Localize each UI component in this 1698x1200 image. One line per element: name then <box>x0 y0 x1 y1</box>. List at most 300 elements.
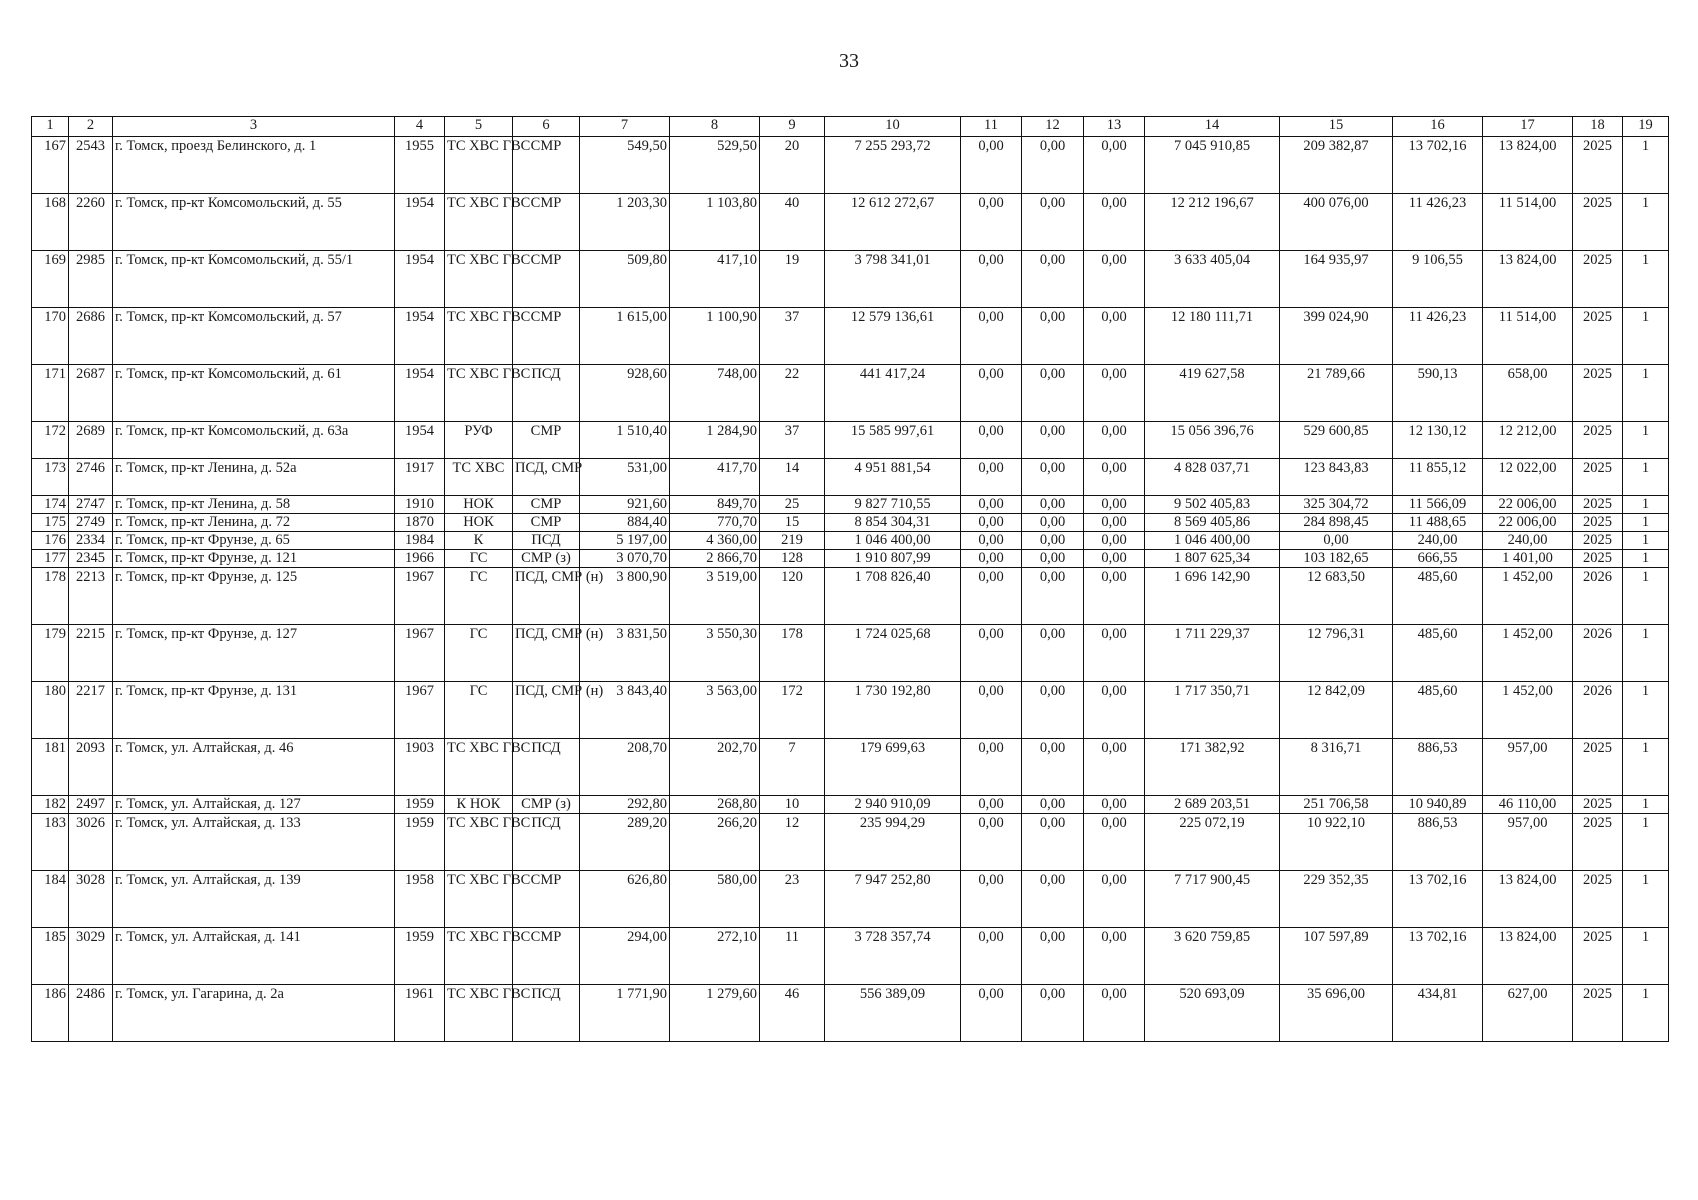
address-cell: г. Томск, пр-кт Ленина, д. 52а <box>113 459 395 496</box>
cost-col-15-cell: 35 696,00 <box>1280 985 1393 1042</box>
cell-19-cell: 1 <box>1623 365 1669 422</box>
total-area-cell: 294,00 <box>580 928 670 985</box>
address-cell: г. Томск, ул. Алтайская, д. 127 <box>113 796 395 814</box>
row-number-cell: 176 <box>32 532 69 550</box>
total-cost-cell: 9 827 710,55 <box>825 496 961 514</box>
cell-13-cell: 0,00 <box>1084 365 1145 422</box>
page-number: 33 <box>839 50 859 72</box>
cell-13-cell: 0,00 <box>1084 739 1145 796</box>
max-unit-cost-cell: 627,00 <box>1483 985 1573 1042</box>
system-type-cell: ГС <box>445 568 513 625</box>
row-number-cell: 169 <box>32 251 69 308</box>
total-area-cell: 549,50 <box>580 137 670 194</box>
cell-12-cell: 0,00 <box>1022 137 1084 194</box>
total-cost-cell: 1 910 807,99 <box>825 550 961 568</box>
address-cell: г. Томск, пр-кт Комсомольский, д. 61 <box>113 365 395 422</box>
cost-col-15-cell: 0,00 <box>1280 532 1393 550</box>
total-area-cell: 292,80 <box>580 796 670 814</box>
system-type-cell: НОК <box>445 496 513 514</box>
total-cost-cell: 2 940 910,09 <box>825 796 961 814</box>
plan-year-cell: 2025 <box>1573 985 1623 1042</box>
row-number-cell: 171 <box>32 365 69 422</box>
year-built-cell: 1954 <box>395 365 445 422</box>
unit-cost-cell: 13 702,16 <box>1393 871 1483 928</box>
living-area-cell: 529,50 <box>670 137 760 194</box>
cell-12-cell: 0,00 <box>1022 251 1084 308</box>
table-row <box>32 625 1669 682</box>
total-area-cell: 1 510,40 <box>580 422 670 459</box>
system-type-cell: ТС ХВС ГВС <box>445 985 513 1042</box>
work-type-cell: СМР <box>513 496 580 514</box>
cost-col-15-cell: 164 935,97 <box>1280 251 1393 308</box>
object-code-cell: 2686 <box>69 308 113 365</box>
work-type-cell: СМР <box>513 251 580 308</box>
total-cost-cell: 1 724 025,68 <box>825 625 961 682</box>
cost-col-14-cell: 3 620 759,85 <box>1145 928 1280 985</box>
object-code-cell: 2486 <box>69 985 113 1042</box>
total-cost-cell: 1 730 192,80 <box>825 682 961 739</box>
plan-year-cell: 2025 <box>1573 137 1623 194</box>
system-type-cell: ТС ХВС ГВС <box>445 308 513 365</box>
header-row <box>32 117 1669 137</box>
table-row <box>32 928 1669 985</box>
work-type-cell: ПСД <box>513 985 580 1042</box>
living-area-cell: 849,70 <box>670 496 760 514</box>
address-cell: г. Томск, пр-кт Комсомольский, д. 55/1 <box>113 251 395 308</box>
column-header-8: 8 <box>670 117 760 137</box>
residents-cell: 46 <box>760 985 825 1042</box>
living-area-cell: 417,10 <box>670 251 760 308</box>
cost-col-15-cell: 21 789,66 <box>1280 365 1393 422</box>
work-type-cell: ПСД, СМР (н) <box>513 568 580 625</box>
plan-year-cell: 2025 <box>1573 871 1623 928</box>
address-cell: г. Томск, проезд Белинского, д. 1 <box>113 137 395 194</box>
cell-19-cell: 1 <box>1623 985 1669 1042</box>
cell-19-cell: 1 <box>1623 814 1669 871</box>
plan-year-cell: 2025 <box>1573 365 1623 422</box>
cell-11-cell: 0,00 <box>961 365 1022 422</box>
cost-col-14-cell: 2 689 203,51 <box>1145 796 1280 814</box>
system-type-cell: ГС <box>445 682 513 739</box>
residents-cell: 25 <box>760 496 825 514</box>
address-cell: г. Томск, пр-кт Ленина, д. 72 <box>113 514 395 532</box>
year-built-cell: 1958 <box>395 871 445 928</box>
work-type-cell: СМР <box>513 194 580 251</box>
cost-col-15-cell: 229 352,35 <box>1280 871 1393 928</box>
total-area-cell: 289,20 <box>580 814 670 871</box>
living-area-cell: 268,80 <box>670 796 760 814</box>
cell-12-cell: 0,00 <box>1022 814 1084 871</box>
residents-cell: 37 <box>760 422 825 459</box>
total-area-cell: 509,80 <box>580 251 670 308</box>
system-type-cell: ГС <box>445 550 513 568</box>
total-area-cell: 884,40 <box>580 514 670 532</box>
total-cost-cell: 12 579 136,61 <box>825 308 961 365</box>
total-cost-cell: 1 046 400,00 <box>825 532 961 550</box>
table-row <box>32 365 1669 422</box>
address-cell: г. Томск, пр-кт Фрунзе, д. 131 <box>113 682 395 739</box>
table-row <box>32 985 1669 1042</box>
total-cost-cell: 235 994,29 <box>825 814 961 871</box>
cell-11-cell: 0,00 <box>961 568 1022 625</box>
object-code-cell: 2260 <box>69 194 113 251</box>
cell-13-cell: 0,00 <box>1084 682 1145 739</box>
address-cell: г. Томск, ул. Гагарина, д. 2а <box>113 985 395 1042</box>
max-unit-cost-cell: 1 401,00 <box>1483 550 1573 568</box>
total-cost-cell: 3 728 357,74 <box>825 928 961 985</box>
work-type-cell: СМР <box>513 871 580 928</box>
cost-col-14-cell: 9 502 405,83 <box>1145 496 1280 514</box>
cell-11-cell: 0,00 <box>961 814 1022 871</box>
cell-19-cell: 1 <box>1623 532 1669 550</box>
living-area-cell: 770,70 <box>670 514 760 532</box>
table-row <box>32 137 1669 194</box>
work-type-cell: ПСД <box>513 532 580 550</box>
work-type-cell: СМР <box>513 928 580 985</box>
system-type-cell: ТС ХВС ГВС <box>445 739 513 796</box>
column-header-16: 16 <box>1393 117 1483 137</box>
column-header-19: 19 <box>1623 117 1669 137</box>
object-code-cell: 2746 <box>69 459 113 496</box>
total-cost-cell: 179 699,63 <box>825 739 961 796</box>
unit-cost-cell: 240,00 <box>1393 532 1483 550</box>
cost-col-15-cell: 103 182,65 <box>1280 550 1393 568</box>
total-cost-cell: 556 389,09 <box>825 985 961 1042</box>
max-unit-cost-cell: 11 514,00 <box>1483 308 1573 365</box>
residents-cell: 14 <box>760 459 825 496</box>
total-area-cell: 3 070,70 <box>580 550 670 568</box>
table-row <box>32 308 1669 365</box>
unit-cost-cell: 11 426,23 <box>1393 308 1483 365</box>
max-unit-cost-cell: 13 824,00 <box>1483 137 1573 194</box>
total-area-cell: 208,70 <box>580 739 670 796</box>
object-code-cell: 3028 <box>69 871 113 928</box>
unit-cost-cell: 13 702,16 <box>1393 137 1483 194</box>
cell-12-cell: 0,00 <box>1022 496 1084 514</box>
unit-cost-cell: 434,81 <box>1393 985 1483 1042</box>
unit-cost-cell: 9 106,55 <box>1393 251 1483 308</box>
max-unit-cost-cell: 12 022,00 <box>1483 459 1573 496</box>
cell-19-cell: 1 <box>1623 422 1669 459</box>
cell-12-cell: 0,00 <box>1022 365 1084 422</box>
cost-col-14-cell: 8 569 405,86 <box>1145 514 1280 532</box>
total-area-cell: 3 800,90 <box>580 568 670 625</box>
year-built-cell: 1954 <box>395 194 445 251</box>
cell-12-cell: 0,00 <box>1022 459 1084 496</box>
plan-year-cell: 2025 <box>1573 532 1623 550</box>
total-area-cell: 5 197,00 <box>580 532 670 550</box>
year-built-cell: 1917 <box>395 459 445 496</box>
total-cost-cell: 8 854 304,31 <box>825 514 961 532</box>
cost-col-14-cell: 225 072,19 <box>1145 814 1280 871</box>
unit-cost-cell: 590,13 <box>1393 365 1483 422</box>
year-built-cell: 1967 <box>395 625 445 682</box>
cell-12-cell: 0,00 <box>1022 514 1084 532</box>
object-code-cell: 2687 <box>69 365 113 422</box>
living-area-cell: 202,70 <box>670 739 760 796</box>
cell-19-cell: 1 <box>1623 137 1669 194</box>
cell-13-cell: 0,00 <box>1084 459 1145 496</box>
row-number-cell: 185 <box>32 928 69 985</box>
unit-cost-cell: 11 426,23 <box>1393 194 1483 251</box>
cost-col-15-cell: 529 600,85 <box>1280 422 1393 459</box>
row-number-cell: 186 <box>32 985 69 1042</box>
plan-year-cell: 2025 <box>1573 308 1623 365</box>
residents-cell: 20 <box>760 137 825 194</box>
total-area-cell: 3 831,50 <box>580 625 670 682</box>
total-area-cell: 921,60 <box>580 496 670 514</box>
year-built-cell: 1903 <box>395 739 445 796</box>
cell-13-cell: 0,00 <box>1084 796 1145 814</box>
plan-year-cell: 2025 <box>1573 739 1623 796</box>
unit-cost-cell: 485,60 <box>1393 568 1483 625</box>
year-built-cell: 1954 <box>395 251 445 308</box>
cost-col-15-cell: 251 706,58 <box>1280 796 1393 814</box>
cost-col-14-cell: 419 627,58 <box>1145 365 1280 422</box>
plan-year-cell: 2025 <box>1573 514 1623 532</box>
column-header-11: 11 <box>961 117 1022 137</box>
object-code-cell: 2749 <box>69 514 113 532</box>
system-type-cell: ТС ХВС <box>445 459 513 496</box>
object-code-cell: 2334 <box>69 532 113 550</box>
cell-13-cell: 0,00 <box>1084 871 1145 928</box>
plan-year-cell: 2026 <box>1573 682 1623 739</box>
living-area-cell: 4 360,00 <box>670 532 760 550</box>
cost-col-15-cell: 325 304,72 <box>1280 496 1393 514</box>
cell-12-cell: 0,00 <box>1022 422 1084 459</box>
total-cost-cell: 7 255 293,72 <box>825 137 961 194</box>
object-code-cell: 2543 <box>69 137 113 194</box>
cost-col-15-cell: 12 796,31 <box>1280 625 1393 682</box>
residents-cell: 120 <box>760 568 825 625</box>
row-number-cell: 179 <box>32 625 69 682</box>
row-number-cell: 174 <box>32 496 69 514</box>
cost-col-15-cell: 8 316,71 <box>1280 739 1393 796</box>
cell-19-cell: 1 <box>1623 568 1669 625</box>
work-type-cell: СМР <box>513 137 580 194</box>
unit-cost-cell: 11 566,09 <box>1393 496 1483 514</box>
table-row <box>32 496 1669 514</box>
cell-13-cell: 0,00 <box>1084 137 1145 194</box>
column-header-9: 9 <box>760 117 825 137</box>
cost-col-15-cell: 209 382,87 <box>1280 137 1393 194</box>
work-type-cell: ПСД, СМР <box>513 459 580 496</box>
system-type-cell: ТС ХВС ГВС <box>445 194 513 251</box>
cell-11-cell: 0,00 <box>961 137 1022 194</box>
system-type-cell: ТС ХВС ГВС <box>445 814 513 871</box>
max-unit-cost-cell: 46 110,00 <box>1483 796 1573 814</box>
address-cell: г. Томск, пр-кт Комсомольский, д. 57 <box>113 308 395 365</box>
max-unit-cost-cell: 13 824,00 <box>1483 928 1573 985</box>
cost-col-14-cell: 1 046 400,00 <box>1145 532 1280 550</box>
cell-11-cell: 0,00 <box>961 682 1022 739</box>
cell-12-cell: 0,00 <box>1022 928 1084 985</box>
max-unit-cost-cell: 22 006,00 <box>1483 496 1573 514</box>
residents-cell: 22 <box>760 365 825 422</box>
living-area-cell: 1 284,90 <box>670 422 760 459</box>
cost-col-14-cell: 4 828 037,71 <box>1145 459 1280 496</box>
system-type-cell: К НОК <box>445 796 513 814</box>
living-area-cell: 580,00 <box>670 871 760 928</box>
plan-year-cell: 2025 <box>1573 814 1623 871</box>
work-type-cell: ПСД <box>513 739 580 796</box>
address-cell: г. Томск, пр-кт Фрунзе, д. 127 <box>113 625 395 682</box>
cell-12-cell: 0,00 <box>1022 796 1084 814</box>
living-area-cell: 272,10 <box>670 928 760 985</box>
plan-year-cell: 2025 <box>1573 928 1623 985</box>
max-unit-cost-cell: 957,00 <box>1483 814 1573 871</box>
max-unit-cost-cell: 240,00 <box>1483 532 1573 550</box>
work-type-cell: СМР <box>513 308 580 365</box>
cell-19-cell: 1 <box>1623 682 1669 739</box>
cost-col-14-cell: 171 382,92 <box>1145 739 1280 796</box>
total-cost-cell: 3 798 341,01 <box>825 251 961 308</box>
cell-11-cell: 0,00 <box>961 251 1022 308</box>
cost-col-15-cell: 12 842,09 <box>1280 682 1393 739</box>
cell-12-cell: 0,00 <box>1022 871 1084 928</box>
cost-col-15-cell: 12 683,50 <box>1280 568 1393 625</box>
plan-year-cell: 2025 <box>1573 550 1623 568</box>
plan-year-cell: 2025 <box>1573 251 1623 308</box>
unit-cost-cell: 666,55 <box>1393 550 1483 568</box>
column-header-3: 3 <box>113 117 395 137</box>
cell-12-cell: 0,00 <box>1022 194 1084 251</box>
total-area-cell: 3 843,40 <box>580 682 670 739</box>
total-area-cell: 1 771,90 <box>580 985 670 1042</box>
residents-cell: 10 <box>760 796 825 814</box>
cost-col-14-cell: 3 633 405,04 <box>1145 251 1280 308</box>
table-row <box>32 194 1669 251</box>
row-number-cell: 173 <box>32 459 69 496</box>
cell-19-cell: 1 <box>1623 550 1669 568</box>
system-type-cell: К <box>445 532 513 550</box>
cost-col-14-cell: 15 056 396,76 <box>1145 422 1280 459</box>
column-header-17: 17 <box>1483 117 1573 137</box>
object-code-cell: 2093 <box>69 739 113 796</box>
row-number-cell: 170 <box>32 308 69 365</box>
cell-19-cell: 1 <box>1623 459 1669 496</box>
cell-13-cell: 0,00 <box>1084 251 1145 308</box>
year-built-cell: 1966 <box>395 550 445 568</box>
column-header-4: 4 <box>395 117 445 137</box>
living-area-cell: 1 103,80 <box>670 194 760 251</box>
row-number-cell: 180 <box>32 682 69 739</box>
cost-col-15-cell: 123 843,83 <box>1280 459 1393 496</box>
work-type-cell: СМР <box>513 422 580 459</box>
row-number-cell: 178 <box>32 568 69 625</box>
living-area-cell: 3 563,00 <box>670 682 760 739</box>
object-code-cell: 2747 <box>69 496 113 514</box>
row-number-cell: 184 <box>32 871 69 928</box>
year-built-cell: 1967 <box>395 568 445 625</box>
cell-12-cell: 0,00 <box>1022 568 1084 625</box>
table-row <box>32 459 1669 496</box>
total-area-cell: 1 615,00 <box>580 308 670 365</box>
cell-19-cell: 1 <box>1623 871 1669 928</box>
work-type-cell: СМР <box>513 514 580 532</box>
cell-19-cell: 1 <box>1623 796 1669 814</box>
cell-13-cell: 0,00 <box>1084 625 1145 682</box>
residents-cell: 178 <box>760 625 825 682</box>
table-row <box>32 814 1669 871</box>
year-built-cell: 1984 <box>395 532 445 550</box>
living-area-cell: 266,20 <box>670 814 760 871</box>
cell-13-cell: 0,00 <box>1084 532 1145 550</box>
row-number-cell: 167 <box>32 137 69 194</box>
plan-year-cell: 2025 <box>1573 422 1623 459</box>
table-row <box>32 532 1669 550</box>
residents-cell: 37 <box>760 308 825 365</box>
cell-19-cell: 1 <box>1623 928 1669 985</box>
column-header-15: 15 <box>1280 117 1393 137</box>
column-header-1: 1 <box>32 117 69 137</box>
cell-11-cell: 0,00 <box>961 459 1022 496</box>
plan-year-cell: 2026 <box>1573 568 1623 625</box>
cell-19-cell: 1 <box>1623 308 1669 365</box>
cell-12-cell: 0,00 <box>1022 625 1084 682</box>
cell-13-cell: 0,00 <box>1084 814 1145 871</box>
cell-11-cell: 0,00 <box>961 496 1022 514</box>
cost-col-14-cell: 12 212 196,67 <box>1145 194 1280 251</box>
residents-cell: 11 <box>760 928 825 985</box>
object-code-cell: 2497 <box>69 796 113 814</box>
table-row <box>32 568 1669 625</box>
cell-11-cell: 0,00 <box>961 796 1022 814</box>
column-header-10: 10 <box>825 117 961 137</box>
unit-cost-cell: 11 488,65 <box>1393 514 1483 532</box>
year-built-cell: 1961 <box>395 985 445 1042</box>
register-table <box>31 116 1669 1042</box>
cell-11-cell: 0,00 <box>961 514 1022 532</box>
total-cost-cell: 7 947 252,80 <box>825 871 961 928</box>
cell-13-cell: 0,00 <box>1084 422 1145 459</box>
cost-col-14-cell: 12 180 111,71 <box>1145 308 1280 365</box>
system-type-cell: РУФ <box>445 422 513 459</box>
cell-11-cell: 0,00 <box>961 871 1022 928</box>
table-row <box>32 514 1669 532</box>
total-area-cell: 626,80 <box>580 871 670 928</box>
address-cell: г. Томск, ул. Алтайская, д. 141 <box>113 928 395 985</box>
total-area-cell: 531,00 <box>580 459 670 496</box>
table-body <box>32 137 1669 1042</box>
cell-19-cell: 1 <box>1623 251 1669 308</box>
cell-11-cell: 0,00 <box>961 985 1022 1042</box>
system-type-cell: ТС ХВС ГВС <box>445 365 513 422</box>
total-cost-cell: 4 951 881,54 <box>825 459 961 496</box>
cost-col-14-cell: 7 045 910,85 <box>1145 137 1280 194</box>
unit-cost-cell: 13 702,16 <box>1393 928 1483 985</box>
plan-year-cell: 2025 <box>1573 459 1623 496</box>
living-area-cell: 748,00 <box>670 365 760 422</box>
row-number-cell: 177 <box>32 550 69 568</box>
cell-19-cell: 1 <box>1623 514 1669 532</box>
total-cost-cell: 12 612 272,67 <box>825 194 961 251</box>
cell-11-cell: 0,00 <box>961 532 1022 550</box>
residents-cell: 15 <box>760 514 825 532</box>
living-area-cell: 3 550,30 <box>670 625 760 682</box>
residents-cell: 172 <box>760 682 825 739</box>
residents-cell: 219 <box>760 532 825 550</box>
plan-year-cell: 2026 <box>1573 625 1623 682</box>
cost-col-14-cell: 1 696 142,90 <box>1145 568 1280 625</box>
object-code-cell: 2213 <box>69 568 113 625</box>
table-row <box>32 739 1669 796</box>
cost-col-15-cell: 400 076,00 <box>1280 194 1393 251</box>
max-unit-cost-cell: 957,00 <box>1483 739 1573 796</box>
residents-cell: 7 <box>760 739 825 796</box>
total-cost-cell: 1 708 826,40 <box>825 568 961 625</box>
cell-12-cell: 0,00 <box>1022 985 1084 1042</box>
